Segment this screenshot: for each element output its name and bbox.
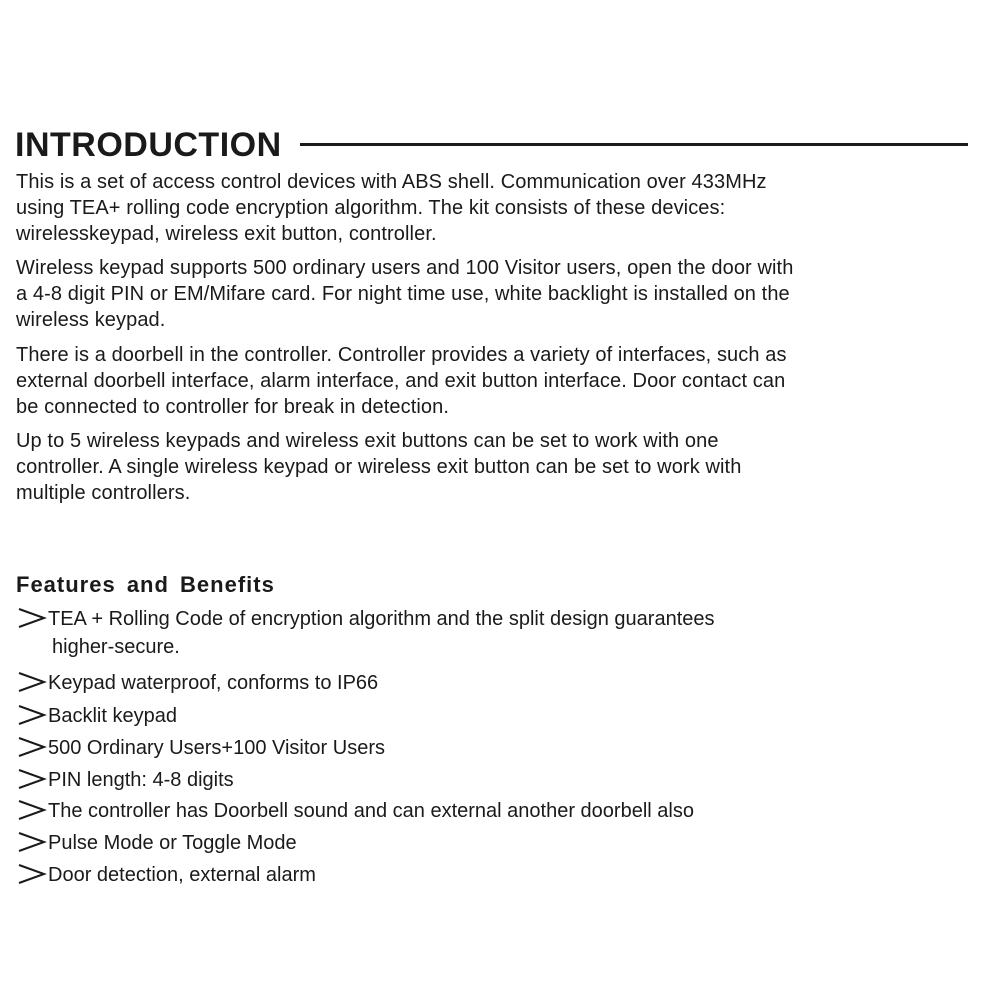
feature-item (16, 798, 694, 824)
intro-p2-line1: Wireless keypad supports 500 ordinary users and 100 Visitor users, open the door with (16, 257, 794, 279)
feature-text: PIN length: 4-8 digits (48, 769, 234, 791)
intro-p4-line3: multiple controllers. (16, 482, 191, 504)
chevron-right-icon (16, 831, 48, 853)
feature-text: Pulse Mode or Toggle Mode (48, 832, 297, 854)
intro-p3-line2: external doorbell interface, alarm interface, and exit button interface. Door contact can (16, 370, 786, 392)
introduction-heading: INTRODUCTION (15, 126, 282, 164)
intro-p4-line1: Up to 5 wireless keypads and wireless exit buttons can be set to work with one (16, 430, 719, 452)
feature-text-continuation: higher-secure. (52, 636, 180, 658)
intro-p2-line2: a 4-8 digit PIN or EM/Mifare card. For night time use, white backlight is installed on the (16, 283, 790, 305)
feature-text: The controller has Doorbell sound and can external another doorbell also (48, 800, 694, 822)
feature-item (16, 735, 385, 761)
chevron-right-icon (16, 736, 48, 758)
feature-item (16, 606, 715, 632)
feature-item (16, 862, 316, 888)
feature-text: 500 Ordinary Users+100 Visitor Users (48, 737, 385, 759)
intro-p1-line2: using TEA+ rolling code encryption algorithm. The kit consists of these devices: (16, 197, 726, 219)
intro-p3-line1: There is a doorbell in the controller. Controller provides a variety of interfaces, such as (16, 344, 787, 366)
chevron-right-icon (16, 704, 48, 726)
feature-item (16, 703, 177, 729)
heading-rule (300, 143, 968, 146)
chevron-right-icon (16, 768, 48, 790)
feature-text: Door detection, external alarm (48, 864, 316, 886)
intro-p1-line3: wirelesskeypad, wireless exit button, controller. (16, 223, 437, 245)
features-heading: Features and Benefits (16, 572, 275, 597)
intro-p3-line3: be connected to controller for break in detection. (16, 396, 450, 418)
feature-text: Keypad waterproof, conforms to IP66 (48, 672, 379, 694)
intro-p2-line3: wireless keypad. (16, 309, 166, 331)
feature-item (16, 670, 378, 696)
intro-p4-line2: controller. A single wireless keypad or wireless exit button can be set to work with (16, 456, 742, 478)
chevron-right-icon (16, 799, 48, 821)
chevron-right-icon (16, 863, 48, 885)
feature-text: TEA + Rolling Code of encryption algorithm and the split design guarantees (48, 608, 715, 630)
feature-text: Backlit keypad (48, 705, 177, 727)
chevron-right-icon (16, 607, 48, 629)
feature-item (16, 830, 297, 856)
feature-item (16, 767, 234, 793)
chevron-right-icon (16, 671, 48, 693)
intro-p1-line1: This is a set of access control devices with ABS shell. Communication over 433MHz (16, 171, 767, 193)
